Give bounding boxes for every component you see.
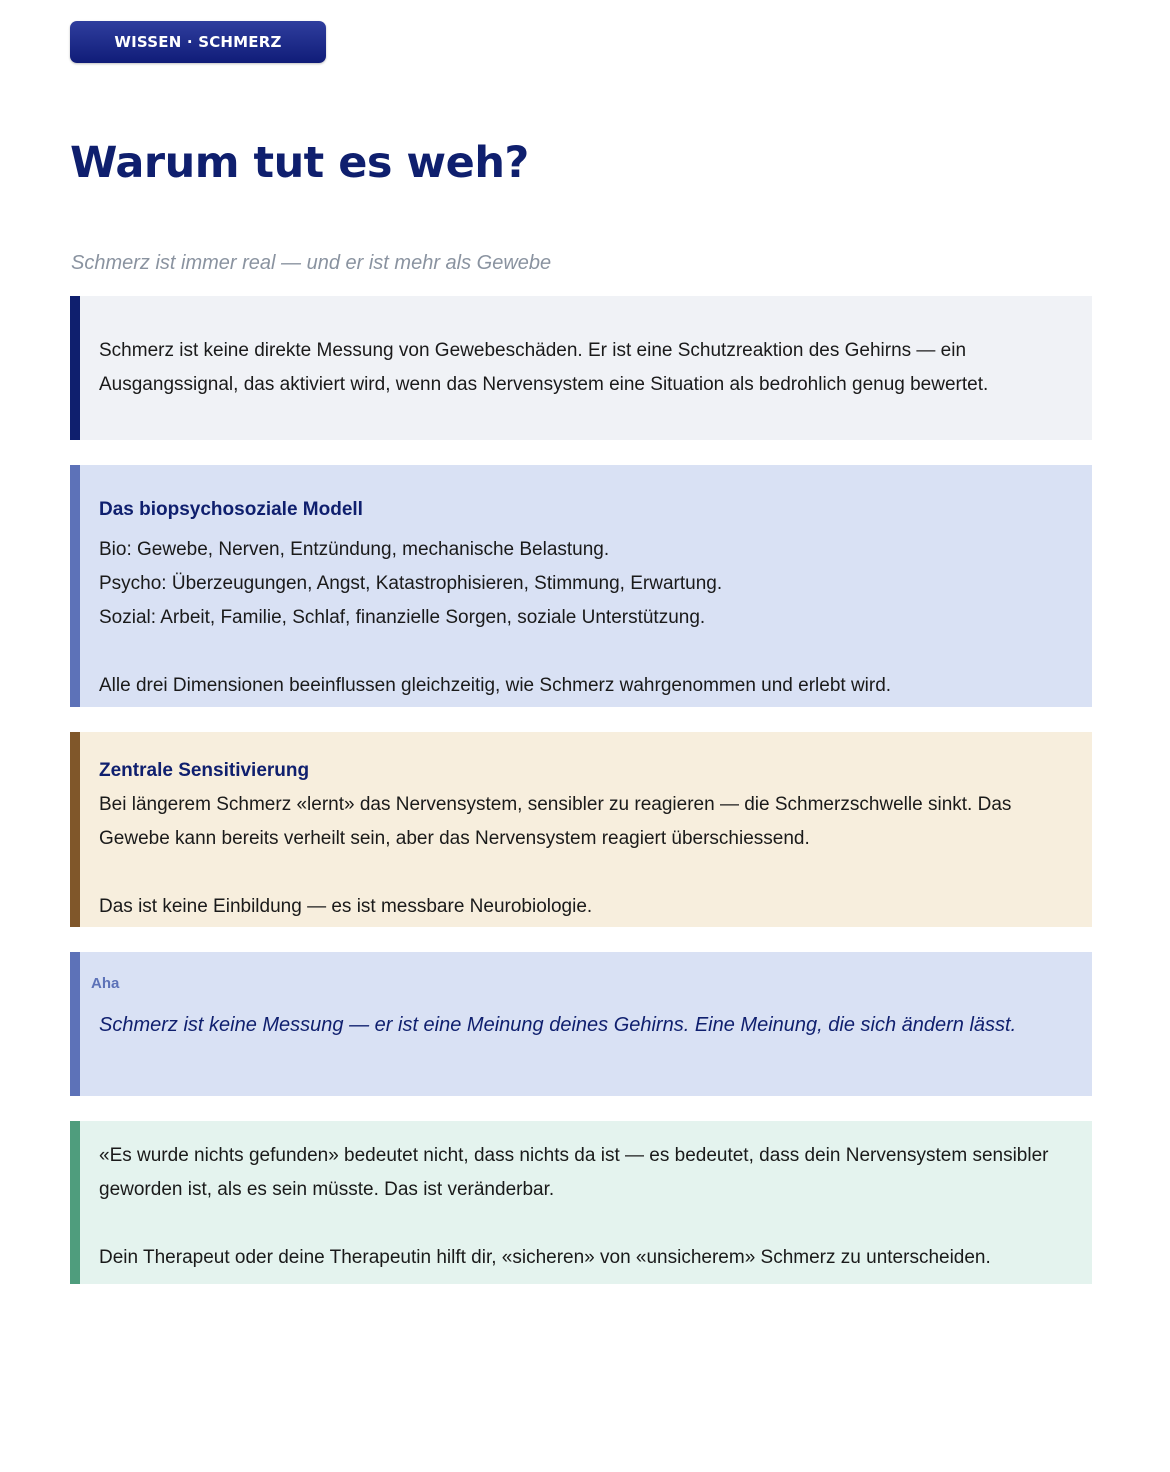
category-badge: WISSEN · SCHMERZ: [70, 21, 326, 63]
model-line-bio: Bio: Gewebe, Nerven, Entzündung, mechanische Belastung.: [99, 539, 610, 560]
intro-text: Schmerz ist keine direkte Messung von Gewebeschäden. Er ist eine Schutzreaktion des Gehirns — ein Ausgangssignal, das aktiviert wird, wenn das Nervensystem eine Situation als bedrohlich genug bewertet.: [99, 340, 989, 395]
intro-card: [70, 296, 1092, 440]
model-line-psycho: Psycho: Überzeugungen, Angst, Katastrophisieren, Stimmung, Erwartung.: [99, 573, 723, 594]
central-sensitization-card: [70, 732, 1092, 927]
aha-card: [70, 952, 1092, 1096]
page-title: Warum tut es weh?: [70, 138, 529, 188]
aha-label: Aha: [91, 975, 120, 992]
biopsychosocial-model-card: [70, 465, 1092, 707]
model-line-social: Sozial: Arbeit, Familie, Schlaf, finanzielle Sorgen, soziale Unterstützung.: [99, 607, 706, 628]
model-summary: Alle drei Dimensionen beeinflussen gleichzeitig, wie Schmerz wahrgenommen und erlebt wird.: [99, 675, 892, 696]
sensitization-text: Bei längerem Schmerz «lernt» das Nervensystem, sensibler zu reagieren — die Schmerzschwelle sinkt. Das Gewebe kann bereits verheilt sein, aber das Nervensystem reagiert überschiessend.: [99, 794, 1012, 849]
sensitization-heading: Zentrale Sensitivierung: [99, 760, 310, 781]
page-subtitle: Schmerz ist immer real — und er ist mehr als Gewebe: [71, 252, 552, 274]
nothing-found-card: [70, 1121, 1092, 1284]
aha-quote: Schmerz ist keine Messung — er ist eine Meinung deines Gehirns. Eine Meinung, die sich ändern lässt.: [99, 1014, 1017, 1036]
sensitization-note: Das ist keine Einbildung — es ist messbare Neurobiologie.: [99, 896, 593, 917]
nothing-found-text: «Es wurde nichts gefunden» bedeutet nicht, dass nichts da ist — es bedeutet, dass dein Nervensystem sensibler geworden ist, als es sein müsste. Das ist veränderbar.: [99, 1145, 1049, 1200]
model-heading: Das biopsychosoziale Modell: [99, 499, 363, 520]
nothing-found-note: Dein Therapeut oder deine Therapeutin hilft dir, «sicheren» von «unsicherem» Schmerz zu unterscheiden.: [99, 1247, 991, 1268]
